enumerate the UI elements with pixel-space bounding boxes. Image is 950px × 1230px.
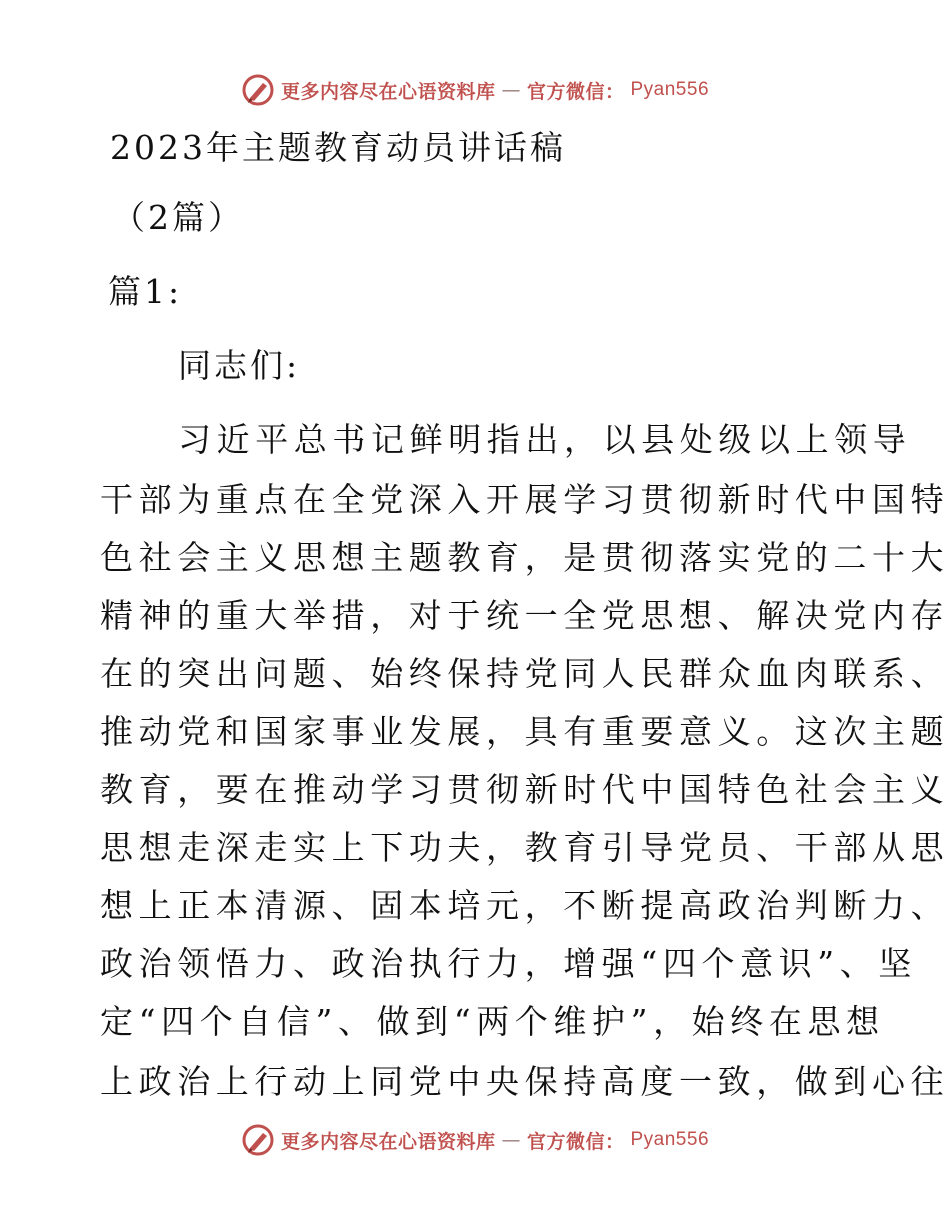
watermark-label: 官方微信： bbox=[526, 80, 625, 103]
watermark-text: 更多内容尽在心语资料库 bbox=[280, 80, 496, 103]
body-line: 习近平总书记鲜明指出，以县处级以上领导 bbox=[178, 420, 912, 459]
body-line: 教育，要在推动学习贯彻新时代中国特色社会主义 bbox=[100, 770, 950, 809]
watermark-wechat-id: Pyan556 bbox=[630, 1129, 710, 1150]
body-line: 推动党和国家事业发展，具有重要意义。这次主题 bbox=[100, 712, 950, 751]
body-line: 在的突出问题、始终保持党同人民群众血肉联系、 bbox=[100, 654, 950, 693]
body-line: 精神的重大举措，对于统一全党思想、解决党内存 bbox=[100, 596, 950, 635]
watermark-label: 官方微信： bbox=[526, 1130, 625, 1153]
watermark-separator: — bbox=[501, 1129, 521, 1151]
greeting: 同志们: bbox=[178, 346, 301, 385]
watermark-wechat-id: Pyan556 bbox=[630, 79, 710, 100]
body-line: 思想走深走实上下功夫，教育引导党员、干部从思 bbox=[100, 828, 950, 867]
body-line: 上政治上行动上同党中央保持高度一致，做到心往 bbox=[100, 1062, 950, 1101]
body-line: 干部为重点在全党深入开展学习贯彻新时代中国特 bbox=[100, 480, 950, 519]
watermark-header bbox=[0, 70, 950, 110]
body-line: 色社会主义思想主题教育，是贯彻落实党的二十大 bbox=[100, 538, 950, 577]
document-title: 2023年主题教育动员讲话稿 bbox=[110, 128, 566, 167]
document-subtitle: （2篇） bbox=[112, 198, 244, 237]
pen-logo-icon bbox=[241, 73, 275, 107]
watermark-separator: — bbox=[501, 79, 521, 101]
watermark-text: 更多内容尽在心语资料库 bbox=[280, 1130, 496, 1153]
body-line: 定“四个自信”、做到“两个维护”，始终在思想 bbox=[100, 1002, 885, 1041]
body-line: 想上正本清源、固本培元，不断提高政治判断力、 bbox=[100, 886, 950, 925]
watermark-footer bbox=[0, 1120, 950, 1160]
body-line: 政治领悟力、政治执行力，增强“四个意识”、坚 bbox=[100, 944, 917, 983]
pen-logo-icon bbox=[241, 1123, 275, 1157]
section-heading: 篇1: bbox=[108, 272, 183, 311]
